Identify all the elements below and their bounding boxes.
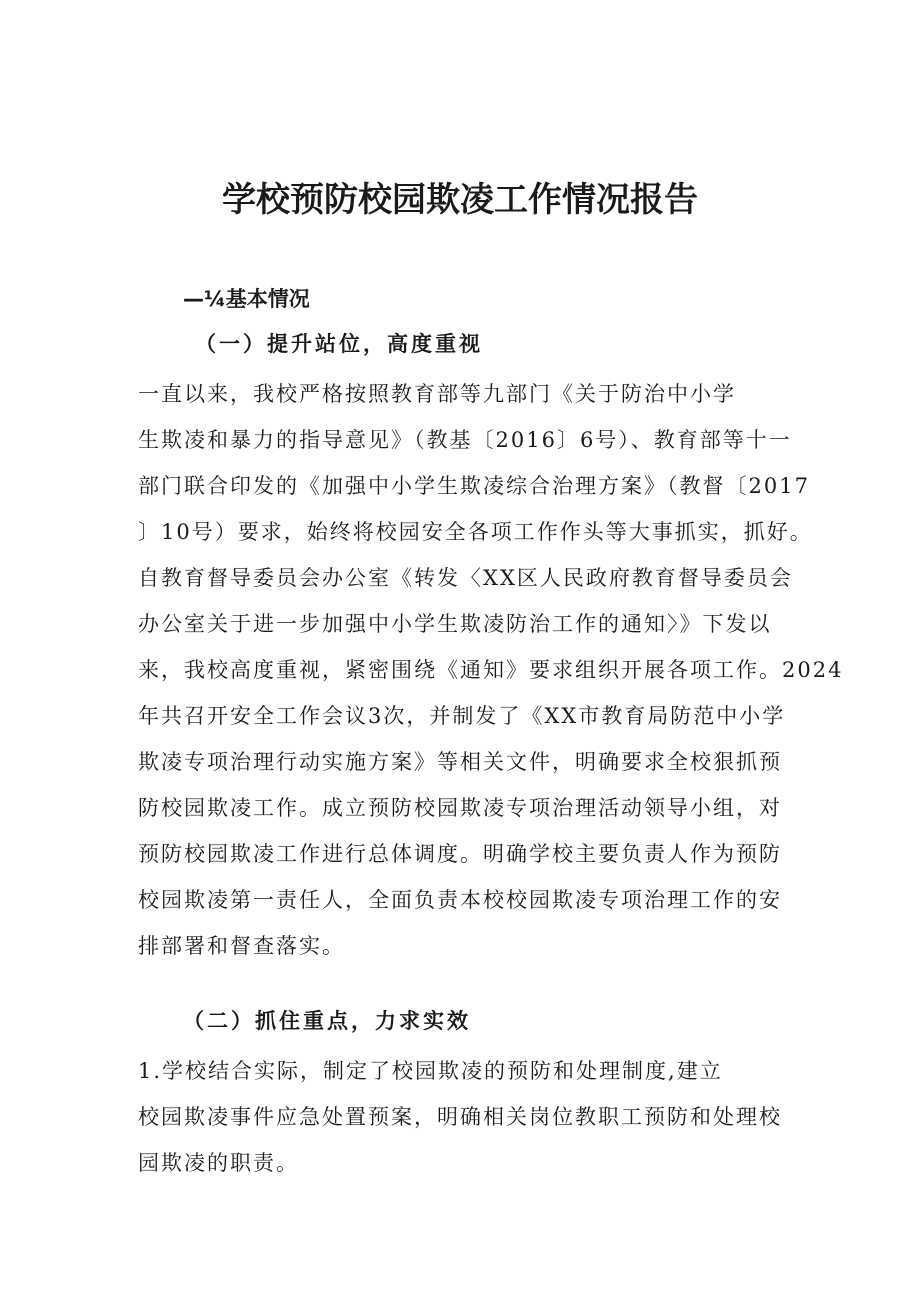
subsection-heading-2: （二）抓住重点，力求实效 [183,1008,471,1033]
section-heading-basic-situation: —¼基本情况 [183,287,310,311]
paragraph-line: 校园欺凌第一责任人，全面负责本校校园欺凌专项治理工作的安 [138,888,782,912]
paragraph-line: 部门联合印发的《加强中小学生欺凌综合治理方案》（教督〔2017 [138,474,810,498]
paragraph-line: 园欺凌的职责。 [138,1151,299,1175]
paragraph-line: 防校园欺凌工作。成立预防校园欺凌专项治理活动领导小组，对 [138,796,782,820]
paragraph-line: 1.学校结合实际，制定了校园欺凌的预防和处理制度,建立 [138,1059,723,1083]
paragraph-line: 办公室关于进一步加强中小学生欺凌防治工作的通知〉》下发以 [138,612,772,636]
paragraph-line: 一直以来，我校严格按照教育部等九部门《关于防治中小学 [138,382,736,406]
paragraph-1 [138,371,844,969]
paragraph-line: 欺凌专项治理行动实施方案》等相关文件，明确要求全校狠抓预 [138,750,782,774]
paragraph-line: 生欺凌和暴力的指导意见》（教基〔2016〕6号）、教育部等十一 [138,428,792,452]
paragraph-line: 自教育督导委员会办公室《转发〈XX区人民政府教育督导委员会 [138,566,793,590]
subsection-heading-1: （一）提升站位，高度重视 [195,331,483,356]
paragraph-2 [138,1048,810,1186]
document-title: 学校预防校园欺凌工作情况报告 [222,180,698,220]
paragraph-line: 来，我校高度重视，紧密围绕《通知》要求组织开展各项工作。2024 [138,658,844,682]
paragraph-line: 排部署和督查落实。 [138,934,345,958]
paragraph-line: 校园欺凌事件应急处置预案，明确相关岗位教职工预防和处理校 [138,1105,782,1129]
paragraph-line: 〕10号）要求，始终将校园安全各项工作作头等大事抓实，抓好。 [138,520,813,544]
paragraph-line: 年共召开安全工作会议3次，并制发了《XX市教育局防范中小学 [138,704,786,728]
paragraph-line: 预防校园欺凌工作进行总体调度。明确学校主要负责人作为预防 [138,842,782,866]
